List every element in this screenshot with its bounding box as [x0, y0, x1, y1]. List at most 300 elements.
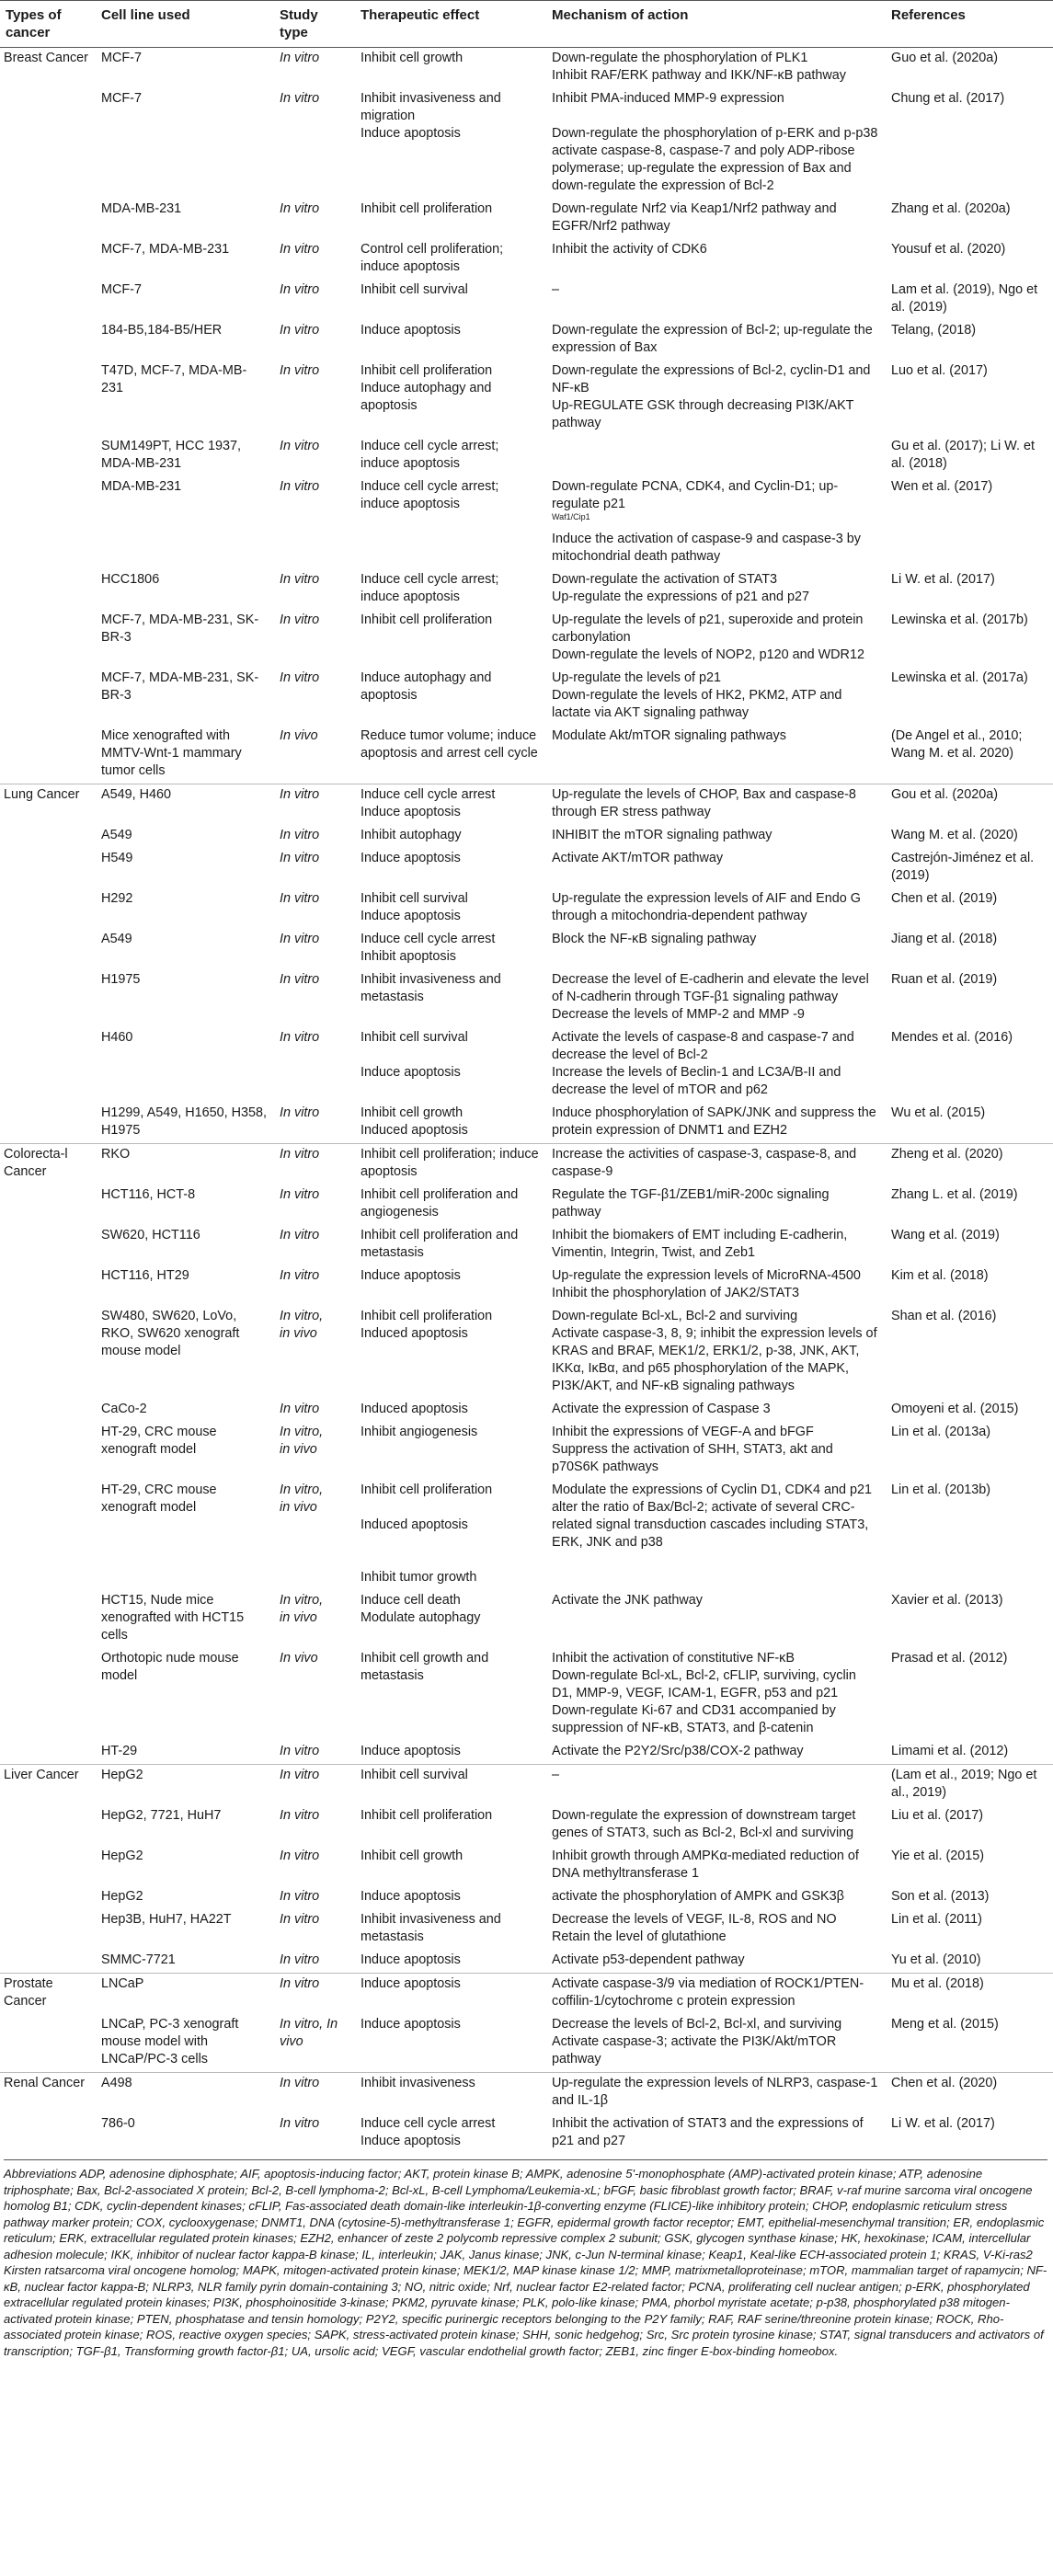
table-row — [0, 610, 1053, 668]
mechanism-cell — [546, 1480, 886, 1590]
effect-cell — [355, 784, 546, 826]
reference-cell — [886, 1974, 1053, 2015]
cell-line-cell — [96, 1144, 274, 1185]
table-header — [0, 1, 1053, 48]
study-type-cell — [274, 1950, 355, 1974]
mechanism-cell-line: Down-regulate the levels of HK2, PKM2, ATP and lactate via AKT signaling pathway — [552, 688, 842, 720]
study-type-cell — [274, 668, 355, 726]
mechanism-cell-line: Up-regulate the expression levels of AIF and Endo G through a mitochondria-dependent pathway — [552, 891, 861, 923]
effect-cell-line: Induce cell cycle arrest — [361, 2116, 496, 2131]
mechanism-cell — [546, 784, 886, 826]
study-type-cell — [274, 784, 355, 826]
mechanism-cell — [546, 1103, 886, 1144]
study-type-cell-line: In vitro — [280, 282, 320, 297]
study-type-cell-line: In vitro — [280, 1889, 320, 1904]
mechanism-cell-line: Increase the activities of caspase-3, caspase-8, and caspase-9 — [552, 1147, 857, 1179]
study-type-cell-line: In vitro — [280, 787, 320, 802]
effect-cell-line: Inhibit cell growth — [361, 1105, 464, 1120]
study-type-cell-line: In vitro, — [280, 1483, 324, 1497]
effect-cell — [355, 1909, 546, 1950]
cancer-type-cell — [0, 1648, 96, 1741]
cancer-type-cell — [0, 848, 96, 888]
cell-line-cell — [96, 1399, 274, 1422]
mechanism-cell-line: Down-regulate Ki-67 and CD31 accompanied by suppression of NF-κB, STAT3, and β-catenin — [552, 1703, 836, 1735]
study-type-cell-line: In vitro — [280, 51, 320, 65]
reference-cell — [886, 199, 1053, 239]
table-row — [0, 1144, 1053, 1185]
mechanism-cell-line: – — [552, 1768, 560, 1782]
mechanism-cell — [546, 361, 886, 436]
effect-cell-line: Inhibit angiogenesis — [361, 1425, 478, 1439]
cell-line-cell-line: CaCo-2 — [101, 1402, 147, 1416]
effect-cell-line: Inhibit cell proliferation — [361, 1808, 493, 1823]
mechanism-cell-line: Retain the level of glutathione — [552, 1929, 727, 1944]
study-type-cell-line: In vitro — [280, 1268, 320, 1283]
study-type-cell-line: In vitro — [280, 1402, 320, 1416]
study-type-cell-line: In vitro — [280, 1744, 320, 1758]
study-type-cell-line: in vivo — [280, 1500, 317, 1515]
study-type-cell-line: in vivo — [280, 1610, 317, 1625]
cancer-type-cell — [0, 929, 96, 969]
study-type-cell-line: In vitro — [280, 1849, 320, 1863]
reference-cell — [886, 2014, 1053, 2073]
cell-line-cell-line: HT-29 — [101, 1744, 138, 1758]
reference-cell — [886, 2073, 1053, 2114]
cell-line-cell-line: HCT116, HCT-8 — [101, 1187, 196, 1202]
reference-cell-line: (Lam et al., 2019; Ngo et al., 2019) — [891, 1768, 1037, 1800]
effect-cell-line: Induce apoptosis — [361, 2134, 461, 2148]
cell-line-cell — [96, 2073, 274, 2114]
mechanism-cell-line: Suppress the activation of SHH, STAT3, akt and p70S6K pathways — [552, 1442, 833, 1474]
cell-line-cell-line: SW620, HCT116 — [101, 1228, 200, 1242]
mechanism-cell-line: Activate caspase-3, 8, 9; inhibit the expression levels of KRAS and BRAF, MEK1/2, ERK1/2, p-38, JNK, AKT, IKKα, IκBα, and p65 phosphorylation of the MAPK, PI3K/AKT, and NF-κB signaling pathways — [552, 1326, 877, 1393]
effect-cell — [355, 436, 546, 476]
effect-cell-line: Induce cell cycle arrest; induce apoptosis — [361, 572, 499, 604]
study-type-cell-line: In vitro — [280, 1912, 320, 1927]
mechanism-cell-line: Down-regulate the phosphorylation of p-ERK and p-p38 — [552, 126, 878, 141]
table-row — [0, 1399, 1053, 1422]
study-type-cell-line: In vitro — [280, 828, 320, 842]
mechanism-cell-line: Up-regulate the expression levels of NLRP3, caspase-1 and IL-1β — [552, 2076, 878, 2108]
study-type-cell-line: In vitro — [280, 572, 320, 587]
cancer-type-cell — [0, 2014, 96, 2073]
cancer-type-cell: Liver Cancer — [0, 1765, 96, 1806]
mechanism-cell-line: Inhibit the activity of CDK6 — [552, 242, 707, 257]
mechanism-cell — [546, 1422, 886, 1480]
reference-cell — [886, 1225, 1053, 1265]
mechanism-cell-line: Down-regulate Bcl-xL, Bcl-2 and surviving — [552, 1309, 798, 1323]
table-row — [0, 726, 1053, 784]
cell-line-cell-line: LNCaP, PC-3 xenograft mouse model with LNCaP/PC-3 cells — [101, 2017, 239, 2067]
mechanism-cell — [546, 929, 886, 969]
effect-cell — [355, 48, 546, 89]
mechanism-cell-line: Up-regulate the levels of p21, superoxide and protein carbonylation — [552, 613, 864, 645]
mechanism-cell-line: Decrease the levels of VEGF, IL-8, ROS and NO — [552, 1912, 837, 1927]
mechanism-cell-line: Up-regulate the expression levels of MicroRNA-4500 — [552, 1268, 861, 1283]
mechanism-cell — [546, 1399, 886, 1422]
table-row — [0, 361, 1053, 436]
table-row — [0, 825, 1053, 848]
mechanism-cell-line — [552, 438, 880, 455]
effect-cell-line: Modulate autophagy — [361, 1610, 481, 1625]
study-type-cell-line: In vitro — [280, 1228, 320, 1242]
mechanism-cell — [546, 320, 886, 361]
reference-cell — [886, 1741, 1053, 1765]
reference-cell — [886, 1765, 1053, 1806]
mechanism-cell — [546, 668, 886, 726]
cancer-type-cell — [0, 1950, 96, 1974]
reference-cell — [886, 888, 1053, 929]
mechanism-cell — [546, 1909, 886, 1950]
cancer-type-cell — [0, 569, 96, 610]
effect-cell — [355, 2014, 546, 2073]
cancer-type-cell — [0, 1480, 96, 1590]
mechanism-cell-line: Down-regulate PCNA, CDK4, and Cyclin-D1; up-regulate p21 — [552, 479, 839, 511]
mechanism-cell-line: Activate caspase-3; activate the PI3K/Akt/mTOR pathway — [552, 2034, 837, 2067]
cancer-type-cell — [0, 436, 96, 476]
effect-cell-line: Inhibit cell proliferation and angiogenesis — [361, 1187, 519, 1219]
study-type-cell-line: In vitro — [280, 1147, 320, 1162]
study-type-cell — [274, 1306, 355, 1399]
cancer-type-cell — [0, 668, 96, 726]
reference-cell-line: Liu et al. (2017) — [891, 1808, 983, 1823]
effect-cell — [355, 726, 546, 784]
mechanism-cell-line: activate caspase-8, caspase-7 and poly ADP-ribose polymerase; up-regulate the expression of Bax and down-regulate the expression of Bcl-2 — [552, 143, 855, 193]
study-type-cell-line: In vitro — [280, 1105, 320, 1120]
study-type-cell — [274, 888, 355, 929]
reference-cell-line: Xavier et al. (2013) — [891, 1593, 1003, 1608]
cell-line-cell-line: Hep3B, HuH7, HA22T — [101, 1912, 232, 1927]
study-type-cell — [274, 280, 355, 320]
effect-cell-line: Inhibit cell proliferation — [361, 613, 493, 627]
cell-line-cell — [96, 1765, 274, 1806]
mechanism-cell — [546, 1765, 886, 1806]
effect-cell-line: Inhibit invasiveness — [361, 2076, 475, 2090]
study-type-cell — [274, 825, 355, 848]
mechanism-cell-line: Activate the expression of Caspase 3 — [552, 1402, 771, 1416]
cell-line-cell-line: HepG2, 7721, HuH7 — [101, 1808, 222, 1823]
study-type-cell — [274, 2073, 355, 2114]
effect-cell-line: Induce apoptosis — [361, 1268, 461, 1283]
effect-cell-line: Induce apoptosis — [361, 2017, 461, 2032]
cell-line-cell — [96, 1103, 274, 1144]
effect-cell-line — [361, 1499, 541, 1517]
study-type-cell-line: In vitro — [280, 613, 320, 627]
effect-cell-line: Inhibit cell proliferation — [361, 1483, 493, 1497]
reference-cell-line: Wen et al. (2017) — [891, 479, 993, 494]
cancer-type-cell — [0, 88, 96, 199]
mechanism-cell — [546, 1225, 886, 1265]
study-type-cell — [274, 1399, 355, 1422]
reference-cell-line: Lin et al. (2013b) — [891, 1483, 991, 1497]
effect-cell — [355, 969, 546, 1027]
effect-cell — [355, 668, 546, 726]
reference-cell — [886, 1909, 1053, 1950]
reference-cell — [886, 668, 1053, 726]
study-type-cell — [274, 239, 355, 280]
cell-line-cell — [96, 1846, 274, 1886]
study-type-cell — [274, 48, 355, 89]
effect-cell-line: Inhibit cell proliferation — [361, 363, 493, 378]
effect-cell — [355, 569, 546, 610]
reference-cell-line: Castrejón-Jiménez et al. (2019) — [891, 851, 1035, 883]
effect-cell-line: Inhibit autophagy — [361, 828, 462, 842]
reference-cell — [886, 320, 1053, 361]
reference-cell-line: Wang et al. (2019) — [891, 1228, 1000, 1242]
table-row — [0, 668, 1053, 726]
mechanism-cell-line: Down-regulate the phosphorylation of PLK1 — [552, 51, 808, 65]
effect-cell-line: Inhibit cell proliferation — [361, 201, 493, 216]
cancer-type-cell: Lung Cancer — [0, 784, 96, 826]
reference-cell-line: Meng et al. (2015) — [891, 2017, 999, 2032]
effect-cell — [355, 1185, 546, 1225]
cell-line-cell-line: SUM149PT, HCC 1937, MDA-MB-231 — [101, 439, 241, 471]
effect-cell-line: Induce cell death — [361, 1593, 461, 1608]
study-type-cell-line: In vitro — [280, 851, 320, 865]
study-type-cell — [274, 1265, 355, 1306]
study-type-cell-line: In vitro, — [280, 1425, 324, 1439]
study-type-cell — [274, 1765, 355, 1806]
reference-cell — [886, 610, 1053, 668]
effect-cell — [355, 1765, 546, 1806]
table-row — [0, 1422, 1053, 1480]
reference-cell-line: Lewinska et al. (2017b) — [891, 613, 1028, 627]
cancer-type-cell — [0, 199, 96, 239]
cell-line-cell — [96, 1590, 274, 1648]
table-row — [0, 848, 1053, 888]
cell-line-cell — [96, 1185, 274, 1225]
reference-cell-line: Lin et al. (2011) — [891, 1912, 982, 1927]
reference-cell — [886, 848, 1053, 888]
effect-cell-line: Induce apoptosis — [361, 1976, 461, 1991]
effect-cell-line: Induced apoptosis — [361, 1517, 468, 1532]
reference-cell-line: Yu et al. (2010) — [891, 1952, 981, 1967]
cell-line-cell — [96, 825, 274, 848]
table-row — [0, 1103, 1053, 1144]
study-type-cell — [274, 1805, 355, 1846]
cell-line-cell — [96, 726, 274, 784]
table-row — [0, 888, 1053, 929]
table-row — [0, 48, 1053, 89]
effect-cell — [355, 361, 546, 436]
effect-cell-line: Reduce tumor volume; induce apoptosis and arrest cell cycle — [361, 728, 538, 761]
effect-cell — [355, 88, 546, 199]
mechanism-cell — [546, 848, 886, 888]
mechanism-cell — [546, 1974, 886, 2015]
study-type-cell — [274, 1648, 355, 1741]
reference-cell-line: Guo et al. (2020a) — [891, 51, 998, 65]
study-type-cell-line: In vitro — [280, 479, 320, 494]
study-type-cell — [274, 88, 355, 199]
header-references: References — [886, 1, 1053, 48]
cell-line-cell — [96, 610, 274, 668]
study-type-cell — [274, 199, 355, 239]
table-row — [0, 320, 1053, 361]
header-cell-line: Cell line used — [96, 1, 274, 48]
reference-cell — [886, 784, 1053, 826]
table-row — [0, 969, 1053, 1027]
cell-line-cell-line: RKO — [101, 1147, 131, 1162]
study-type-cell — [274, 929, 355, 969]
cell-line-cell — [96, 361, 274, 436]
cancer-type-cell — [0, 1590, 96, 1648]
table-row — [0, 2014, 1053, 2073]
superscript: Waf1/Cip1 — [552, 512, 590, 522]
study-type-cell — [274, 569, 355, 610]
table-row — [0, 2073, 1053, 2114]
cell-line-cell — [96, 436, 274, 476]
mechanism-cell-line: INHIBIT the mTOR signaling pathway — [552, 828, 773, 842]
study-type-cell — [274, 436, 355, 476]
reference-cell-line: Kim et al. (2018) — [891, 1268, 989, 1283]
mechanism-cell — [546, 1950, 886, 1974]
mechanism-cell — [546, 1306, 886, 1399]
cancer-type-cell — [0, 1886, 96, 1909]
reference-cell — [886, 726, 1053, 784]
cell-line-cell-line: A549, H460 — [101, 787, 172, 802]
study-type-cell-line: In vitro — [280, 2076, 320, 2090]
effect-cell-line: Induce autophagy and apoptosis — [361, 670, 492, 703]
cell-line-cell-line: MCF-7 — [101, 282, 142, 297]
cell-line-cell-line: H1299, A549, H1650, H358, H1975 — [101, 1105, 268, 1138]
reference-cell — [886, 1144, 1053, 1185]
reference-cell-line: Zheng et al. (2020) — [891, 1147, 1003, 1162]
study-type-cell-line: In vitro — [280, 1952, 320, 1967]
cell-line-cell — [96, 929, 274, 969]
effect-cell-line: Induce apoptosis — [361, 851, 461, 865]
study-type-cell — [274, 320, 355, 361]
study-type-cell — [274, 1185, 355, 1225]
reference-cell-line: Ruan et al. (2019) — [891, 972, 998, 987]
study-type-cell-line: In vitro — [280, 2116, 320, 2131]
mechanism-cell-line: Decrease the levels of MMP-2 and MMP -9 — [552, 1007, 805, 1022]
effect-cell — [355, 476, 546, 569]
mechanism-cell — [546, 1590, 886, 1648]
effect-cell-line: Inhibit cell survival — [361, 891, 468, 906]
effect-cell-line: Induce apoptosis — [361, 909, 461, 923]
effect-cell-line: Induce apoptosis — [361, 805, 461, 819]
table-body — [0, 48, 1053, 2155]
effect-cell — [355, 1306, 546, 1399]
mechanism-cell-line — [552, 108, 880, 125]
cancer-type-cell: Prostate Cancer — [0, 1974, 96, 2015]
table-row — [0, 929, 1053, 969]
header-type: Types of cancer — [0, 1, 96, 48]
mechanism-cell — [546, 825, 886, 848]
mechanism-cell-line: Modulate Akt/mTOR signaling pathways — [552, 728, 786, 743]
mechanism-cell-line: Down-regulate the expression of downstream target genes of STAT3, such as Bcl-2, Bcl-xl and surviving — [552, 1808, 856, 1840]
cell-line-cell-line: MCF-7 — [101, 91, 142, 106]
reference-cell-line: Prasad et al. (2012) — [891, 1651, 1008, 1666]
cancer-type-cell — [0, 1909, 96, 1950]
mechanism-cell — [546, 2014, 886, 2073]
reference-cell-line: Lin et al. (2013a) — [891, 1425, 991, 1439]
effect-cell — [355, 1480, 546, 1590]
cell-line-cell-line: 786-0 — [101, 2116, 135, 2131]
mechanism-cell-line: Inhibit RAF/ERK pathway and IKK/NF-κB pathway — [552, 68, 846, 83]
study-type-cell-line: In vitro — [280, 242, 320, 257]
mechanism-cell-line: Down-regulate the activation of STAT3 — [552, 572, 778, 587]
cell-line-cell — [96, 1648, 274, 1741]
effect-cell-line: Inhibit invasiveness and metastasis — [361, 972, 501, 1004]
table-row — [0, 1765, 1053, 1806]
mechanism-cell-line: Modulate the expressions of Cyclin D1, CDK4 and p21 — [552, 1483, 872, 1497]
cell-line-cell — [96, 1886, 274, 1909]
mechanism-cell — [546, 2113, 886, 2154]
mechanism-cell-line: activate the phosphorylation of AMPK and GSK3β — [552, 1889, 844, 1904]
effect-cell-line: Inhibit cell growth — [361, 1849, 464, 1863]
study-type-cell — [274, 969, 355, 1027]
cancer-type-cell — [0, 2113, 96, 2154]
reference-cell-line: Son et al. (2013) — [891, 1889, 990, 1904]
reference-cell — [886, 825, 1053, 848]
reference-cell — [886, 2113, 1053, 2154]
cell-line-cell — [96, 888, 274, 929]
mechanism-cell-line: Down-regulate the expression of Bcl-2; up-regulate the expression of Bax — [552, 323, 873, 355]
table-row — [0, 1265, 1053, 1306]
reference-cell-line: Chung et al. (2017) — [891, 91, 1005, 106]
cancer-type-cell — [0, 726, 96, 784]
mechanism-cell-line: Induce phosphorylation of SAPK/JNK and suppress the protein expression of DNMT1 and EZH2 — [552, 1105, 876, 1138]
effect-cell-line: Inhibit invasiveness and metastasis — [361, 1912, 501, 1944]
effect-cell — [355, 1648, 546, 1741]
effect-cell-line: Inhibit cell growth — [361, 51, 464, 65]
mechanism-cell — [546, 726, 886, 784]
study-type-cell — [274, 1480, 355, 1590]
study-type-cell — [274, 848, 355, 888]
effect-cell — [355, 320, 546, 361]
cell-line-cell-line: A549 — [101, 828, 132, 842]
mechanism-cell-line: Activate p53-dependent pathway — [552, 1952, 745, 1967]
effect-cell-line: Control cell proliferation; induce apoptosis — [361, 242, 504, 274]
study-type-cell — [274, 1144, 355, 1185]
effect-cell-line: Induce cell cycle arrest; induce apoptosis — [361, 439, 499, 471]
header-effect: Therapeutic effect — [355, 1, 546, 48]
cell-line-cell-line: HCC1806 — [101, 572, 160, 587]
cell-line-cell-line: 184-B5,184-B5/HER — [101, 323, 223, 338]
cell-line-cell-line: MDA-MB-231 — [101, 201, 182, 216]
mechanism-cell-line: Down-regulate Nrf2 via Keap1/Nrf2 pathway and EGFR/Nrf2 pathway — [552, 201, 837, 234]
table-row — [0, 1886, 1053, 1909]
study-type-cell — [274, 2113, 355, 2154]
effect-cell — [355, 1422, 546, 1480]
effect-cell — [355, 1590, 546, 1648]
reference-cell — [886, 1185, 1053, 1225]
effect-cell — [355, 888, 546, 929]
mechanism-cell-line: Inhibit the expressions of VEGF-A and bFGF — [552, 1425, 814, 1439]
mechanism-cell — [546, 88, 886, 199]
effect-cell — [355, 848, 546, 888]
mechanism-cell — [546, 969, 886, 1027]
cancer-type-cell — [0, 361, 96, 436]
effect-cell — [355, 825, 546, 848]
cell-line-cell — [96, 569, 274, 610]
effect-cell-line: Inhibit cell proliferation and metastasis — [361, 1228, 519, 1260]
study-type-cell-line: In vitro — [280, 891, 320, 906]
study-type-cell — [274, 1027, 355, 1103]
cancer-type-cell — [0, 476, 96, 569]
mechanism-cell-line: Inhibit the biomakers of EMT including E-cadherin, Vimentin, Integrin, Twist, and Zeb1 — [552, 1228, 848, 1260]
effect-cell-line — [361, 1551, 541, 1569]
cancer-type-cell: Renal Cancer — [0, 2073, 96, 2114]
reference-cell — [886, 1590, 1053, 1648]
cell-line-cell — [96, 1225, 274, 1265]
effect-cell-line: Induced apoptosis — [361, 1402, 468, 1416]
table-row — [0, 1648, 1053, 1741]
study-type-cell-line: vivo — [280, 2034, 303, 2049]
study-type-cell — [274, 1909, 355, 1950]
study-type-cell-line: In vitro — [280, 1030, 320, 1045]
